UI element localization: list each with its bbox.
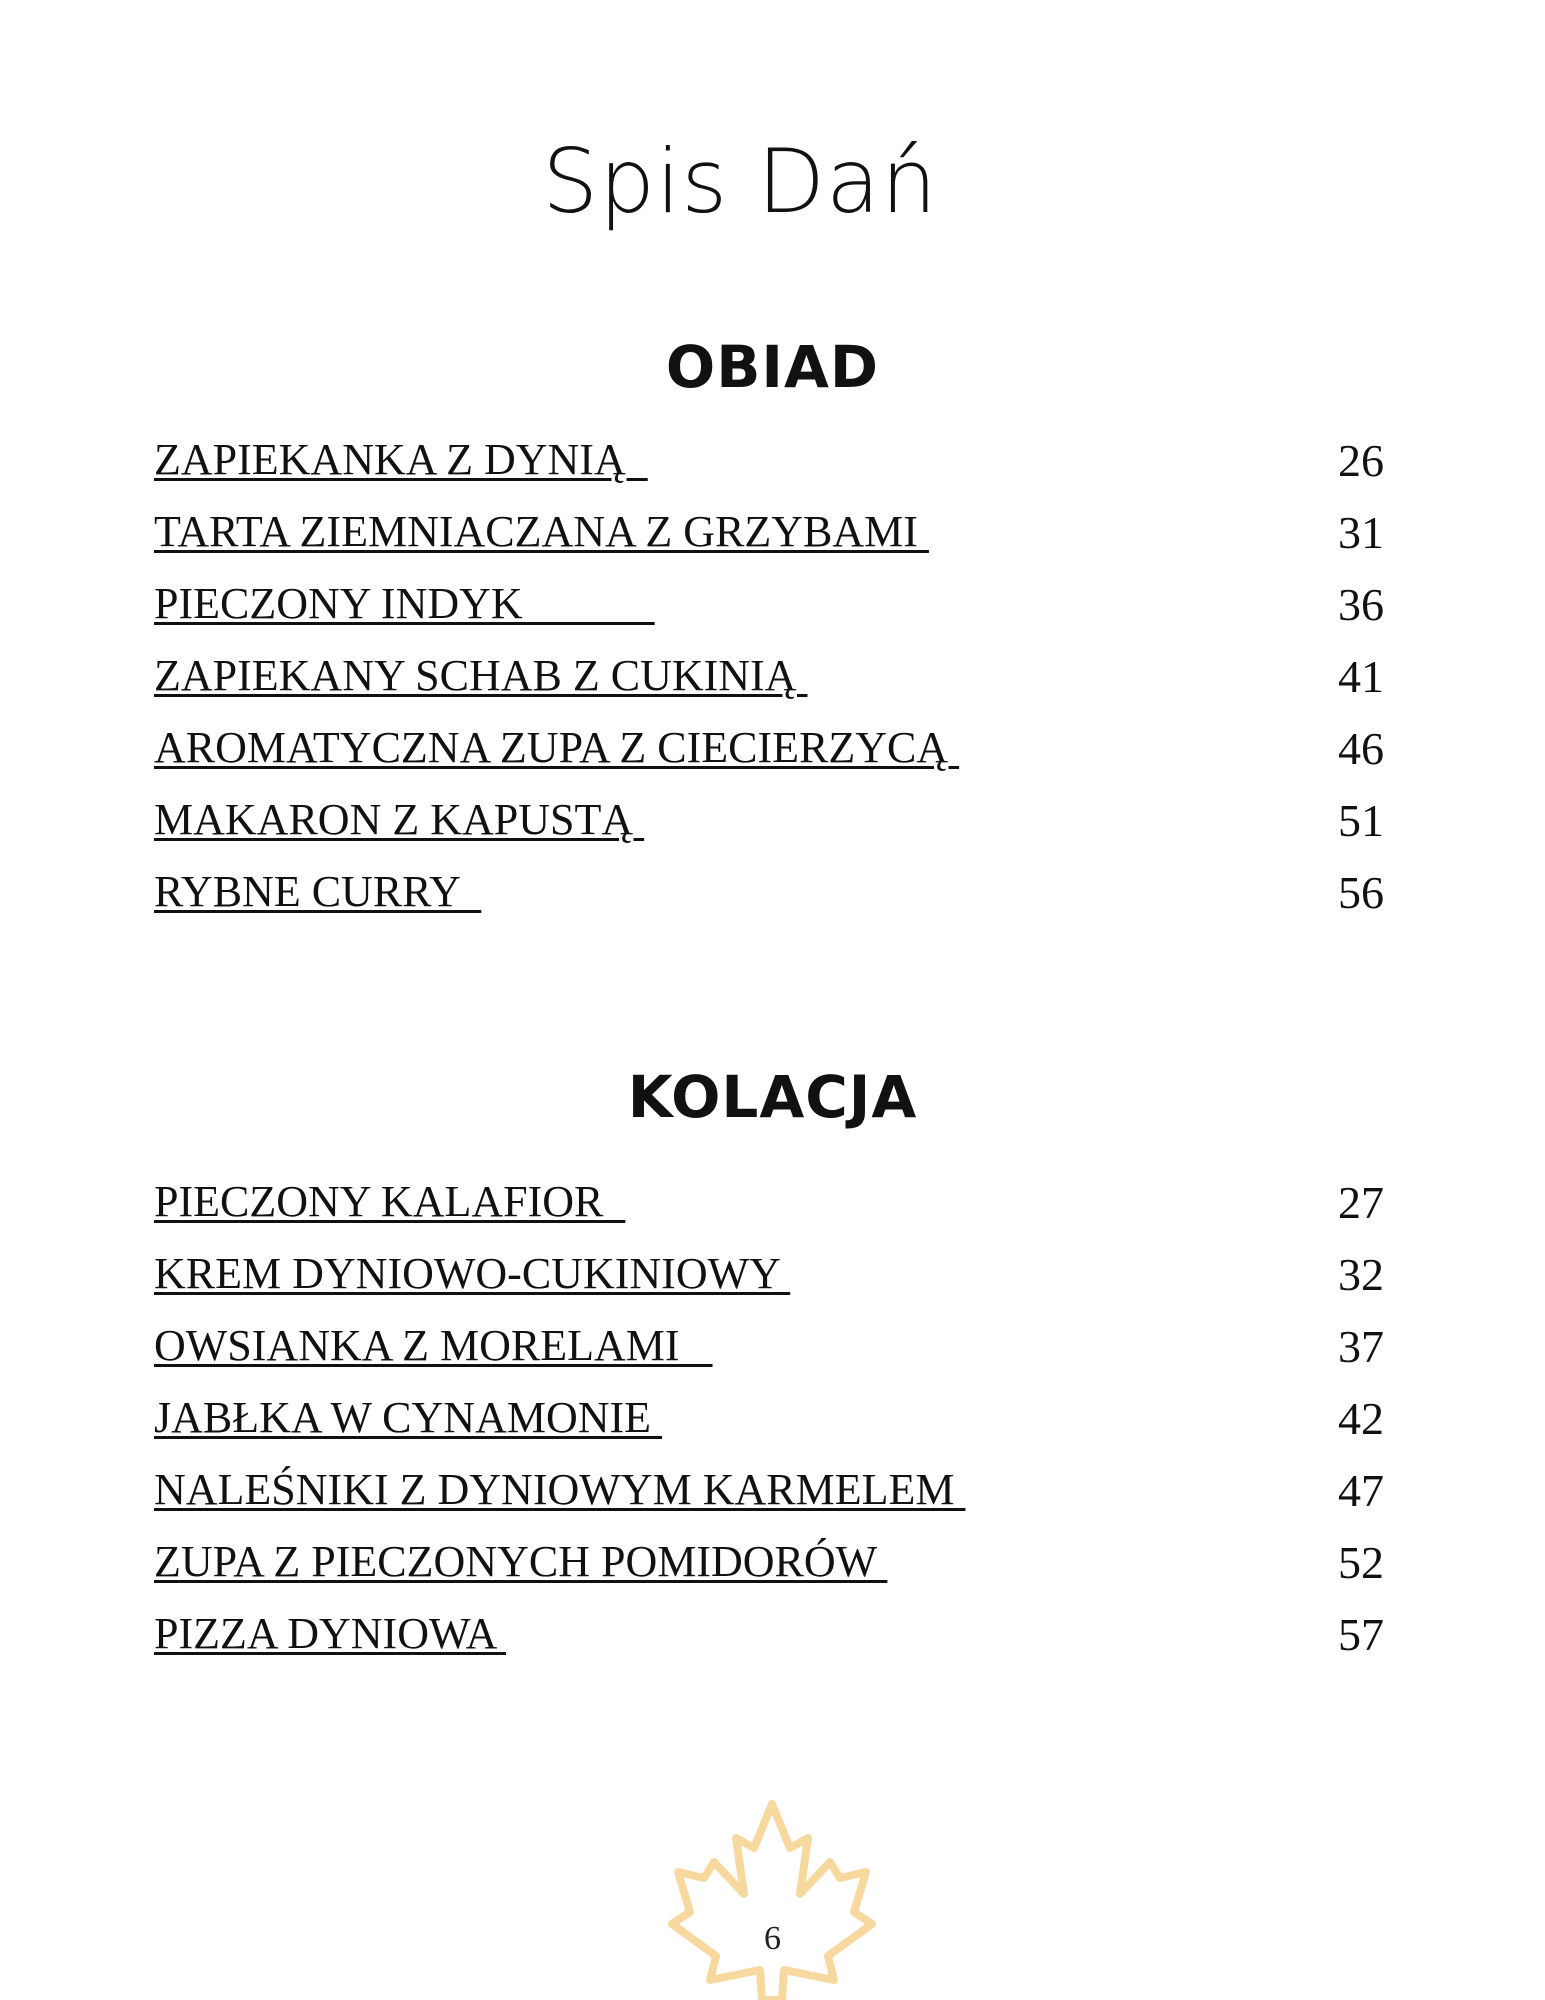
toc-entry-page: 37 <box>1338 1321 1384 1372</box>
toc-entry-title[interactable]: TARTA ZIEMNIACZANA Z GRZYBAMI <box>154 507 929 556</box>
section-heading-obiad: OBIAD <box>665 333 880 401</box>
toc-entry-title[interactable]: ZUPA Z PIECZONYCH POMIDORÓW <box>154 1537 888 1586</box>
toc-entry-title[interactable]: PIZZA DYNIOWA <box>154 1609 506 1658</box>
toc-entry-page: 56 <box>1338 867 1384 918</box>
toc-entry[interactable] <box>154 646 1384 718</box>
toc-entry-title[interactable]: ZAPIEKANY SCHAB Z CUKINIĄ <box>154 651 808 700</box>
toc-entry[interactable] <box>154 1532 1384 1604</box>
toc-entry-title[interactable]: NALEŚNIKI Z DYNIOWYM KARMELEM <box>154 1465 966 1514</box>
toc-entry-title[interactable]: OWSIANKA Z MORELAMI <box>154 1321 713 1370</box>
toc-entry-page: 42 <box>1338 1393 1384 1444</box>
toc-entry-title[interactable]: JABŁKA W CYNAMONIE <box>154 1393 663 1442</box>
toc-entry-title[interactable]: MAKARON Z KAPUSTĄ <box>154 795 645 844</box>
toc-entry-title[interactable]: KREM DYNIOWO-CUKINIOWY <box>154 1249 791 1298</box>
toc-entry[interactable] <box>154 790 1384 862</box>
toc-list-kolacja <box>154 1172 1384 1676</box>
toc-entry-page: 52 <box>1338 1537 1384 1588</box>
toc-entry[interactable] <box>154 1460 1384 1532</box>
toc-entry[interactable] <box>154 574 1384 646</box>
toc-entry[interactable] <box>154 1316 1384 1388</box>
toc-entry-page: 57 <box>1338 1609 1384 1660</box>
page-number: 6 <box>764 1920 781 1957</box>
toc-entry-page: 32 <box>1338 1249 1384 1300</box>
toc-entry-title[interactable]: RYBNE CURRY <box>154 867 482 916</box>
toc-entry[interactable] <box>154 1244 1384 1316</box>
toc-entry-page: 26 <box>1338 435 1384 486</box>
toc-entry[interactable] <box>154 862 1384 934</box>
toc-entry-page: 31 <box>1338 507 1384 558</box>
page-title: Spis Dań <box>542 130 938 233</box>
toc-entry-page: 27 <box>1338 1177 1384 1228</box>
toc-entry-page: 51 <box>1338 795 1384 846</box>
toc-entry-page: 41 <box>1338 651 1384 702</box>
toc-entry[interactable] <box>154 1604 1384 1676</box>
toc-entry[interactable] <box>154 718 1384 790</box>
toc-entry[interactable] <box>154 1172 1384 1244</box>
maple-leaf-icon <box>656 1800 888 2000</box>
toc-entry-page: 36 <box>1338 579 1384 630</box>
toc-entry-title[interactable]: ZAPIEKANKA Z DYNIĄ <box>154 435 648 484</box>
toc-entry-title[interactable]: AROMATYCZNA ZUPA Z CIECIERZYCĄ <box>154 723 960 772</box>
toc-entry[interactable] <box>154 502 1384 574</box>
section-heading-kolacja: KOLACJA <box>627 1063 918 1131</box>
toc-entry-title[interactable]: PIECZONY INDYK <box>154 579 655 628</box>
toc-entry[interactable] <box>154 1388 1384 1460</box>
toc-entry-page: 46 <box>1338 723 1384 774</box>
toc-entry-title[interactable]: PIECZONY KALAFIOR <box>154 1177 626 1226</box>
toc-entry[interactable] <box>154 430 1384 502</box>
toc-entry-page: 47 <box>1338 1465 1384 1516</box>
toc-list-obiad <box>154 430 1384 934</box>
